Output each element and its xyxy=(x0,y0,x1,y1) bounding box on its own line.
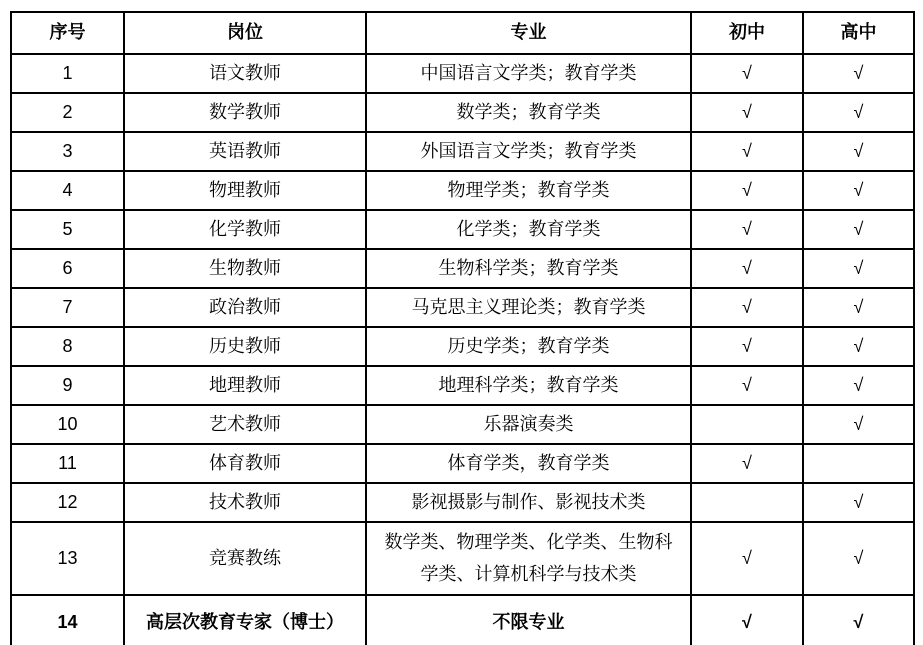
col-header-major: 专业 xyxy=(366,12,691,54)
table-row xyxy=(11,210,914,249)
cell-position: 地理教师 xyxy=(124,366,366,405)
cell-major: 影视摄影与制作、影视技术类 xyxy=(366,483,691,522)
cell-junior-check: √ xyxy=(691,171,803,210)
cell-position: 艺术教师 xyxy=(124,405,366,444)
col-header-no: 序号 xyxy=(11,12,124,54)
cell-no: 1 xyxy=(11,54,124,93)
table-row xyxy=(11,366,914,405)
cell-major: 不限专业 xyxy=(366,595,691,645)
cell-junior-check: √ xyxy=(691,444,803,483)
header-row xyxy=(11,12,914,54)
col-header-senior-high: 高中 xyxy=(803,12,914,54)
cell-senior-check: √ xyxy=(803,288,914,327)
cell-major: 数学类、物理学类、化学类、生物科学类、计算机科学与技术类 xyxy=(366,522,691,595)
cell-major: 外国语言文学类；教育学类 xyxy=(366,132,691,171)
col-header-position: 岗位 xyxy=(124,12,366,54)
table-row xyxy=(11,54,914,93)
cell-major: 乐器演奏类 xyxy=(366,405,691,444)
cell-junior-check: √ xyxy=(691,288,803,327)
cell-no: 6 xyxy=(11,249,124,288)
cell-position: 数学教师 xyxy=(124,93,366,132)
cell-no: 9 xyxy=(11,366,124,405)
cell-position: 历史教师 xyxy=(124,327,366,366)
cell-no: 8 xyxy=(11,327,124,366)
cell-major: 物理学类；教育学类 xyxy=(366,171,691,210)
cell-no: 11 xyxy=(11,444,124,483)
cell-position: 生物教师 xyxy=(124,249,366,288)
cell-senior-check: √ xyxy=(803,327,914,366)
cell-junior-check: √ xyxy=(691,54,803,93)
cell-no: 4 xyxy=(11,171,124,210)
cell-position: 英语教师 xyxy=(124,132,366,171)
cell-senior-check: √ xyxy=(803,132,914,171)
table-row xyxy=(11,522,914,595)
table-row xyxy=(11,444,914,483)
cell-major: 数学类；教育学类 xyxy=(366,93,691,132)
table-row xyxy=(11,595,914,645)
cell-major: 生物科学类；教育学类 xyxy=(366,249,691,288)
col-header-junior-high: 初中 xyxy=(691,12,803,54)
cell-junior-check: √ xyxy=(691,522,803,595)
cell-senior-check xyxy=(803,444,914,483)
cell-junior-check xyxy=(691,483,803,522)
cell-no: 7 xyxy=(11,288,124,327)
cell-position: 化学教师 xyxy=(124,210,366,249)
cell-position: 技术教师 xyxy=(124,483,366,522)
cell-senior-check: √ xyxy=(803,249,914,288)
cell-junior-check xyxy=(691,405,803,444)
cell-senior-check: √ xyxy=(803,595,914,645)
cell-position: 政治教师 xyxy=(124,288,366,327)
table-row xyxy=(11,93,914,132)
cell-junior-check: √ xyxy=(691,93,803,132)
table-row xyxy=(11,405,914,444)
cell-no: 12 xyxy=(11,483,124,522)
cell-junior-check: √ xyxy=(691,595,803,645)
cell-position: 体育教师 xyxy=(124,444,366,483)
cell-major: 地理科学类；教育学类 xyxy=(366,366,691,405)
cell-no: 2 xyxy=(11,93,124,132)
cell-position: 高层次教育专家（博士） xyxy=(124,595,366,645)
cell-junior-check: √ xyxy=(691,210,803,249)
cell-major: 中国语言文学类；教育学类 xyxy=(366,54,691,93)
table-row xyxy=(11,288,914,327)
cell-senior-check: √ xyxy=(803,210,914,249)
table-row xyxy=(11,327,914,366)
cell-position: 语文教师 xyxy=(124,54,366,93)
cell-position: 竞赛教练 xyxy=(124,522,366,595)
cell-no: 14 xyxy=(11,595,124,645)
cell-major: 历史学类；教育学类 xyxy=(366,327,691,366)
cell-junior-check: √ xyxy=(691,366,803,405)
cell-junior-check: √ xyxy=(691,327,803,366)
cell-no: 3 xyxy=(11,132,124,171)
table-row xyxy=(11,132,914,171)
cell-senior-check: √ xyxy=(803,522,914,595)
cell-position: 物理教师 xyxy=(124,171,366,210)
cell-junior-check: √ xyxy=(691,132,803,171)
table-row xyxy=(11,249,914,288)
table-row xyxy=(11,171,914,210)
cell-no: 13 xyxy=(11,522,124,595)
table-row xyxy=(11,483,914,522)
cell-senior-check: √ xyxy=(803,483,914,522)
cell-no: 5 xyxy=(11,210,124,249)
cell-senior-check: √ xyxy=(803,171,914,210)
cell-major: 体育学类，教育学类 xyxy=(366,444,691,483)
cell-senior-check: √ xyxy=(803,405,914,444)
cell-no: 10 xyxy=(11,405,124,444)
cell-major: 化学类；教育学类 xyxy=(366,210,691,249)
cell-major: 马克思主义理论类；教育学类 xyxy=(366,288,691,327)
cell-junior-check: √ xyxy=(691,249,803,288)
cell-senior-check: √ xyxy=(803,366,914,405)
cell-senior-check: √ xyxy=(803,93,914,132)
positions-table xyxy=(10,11,915,645)
cell-senior-check: √ xyxy=(803,54,914,93)
